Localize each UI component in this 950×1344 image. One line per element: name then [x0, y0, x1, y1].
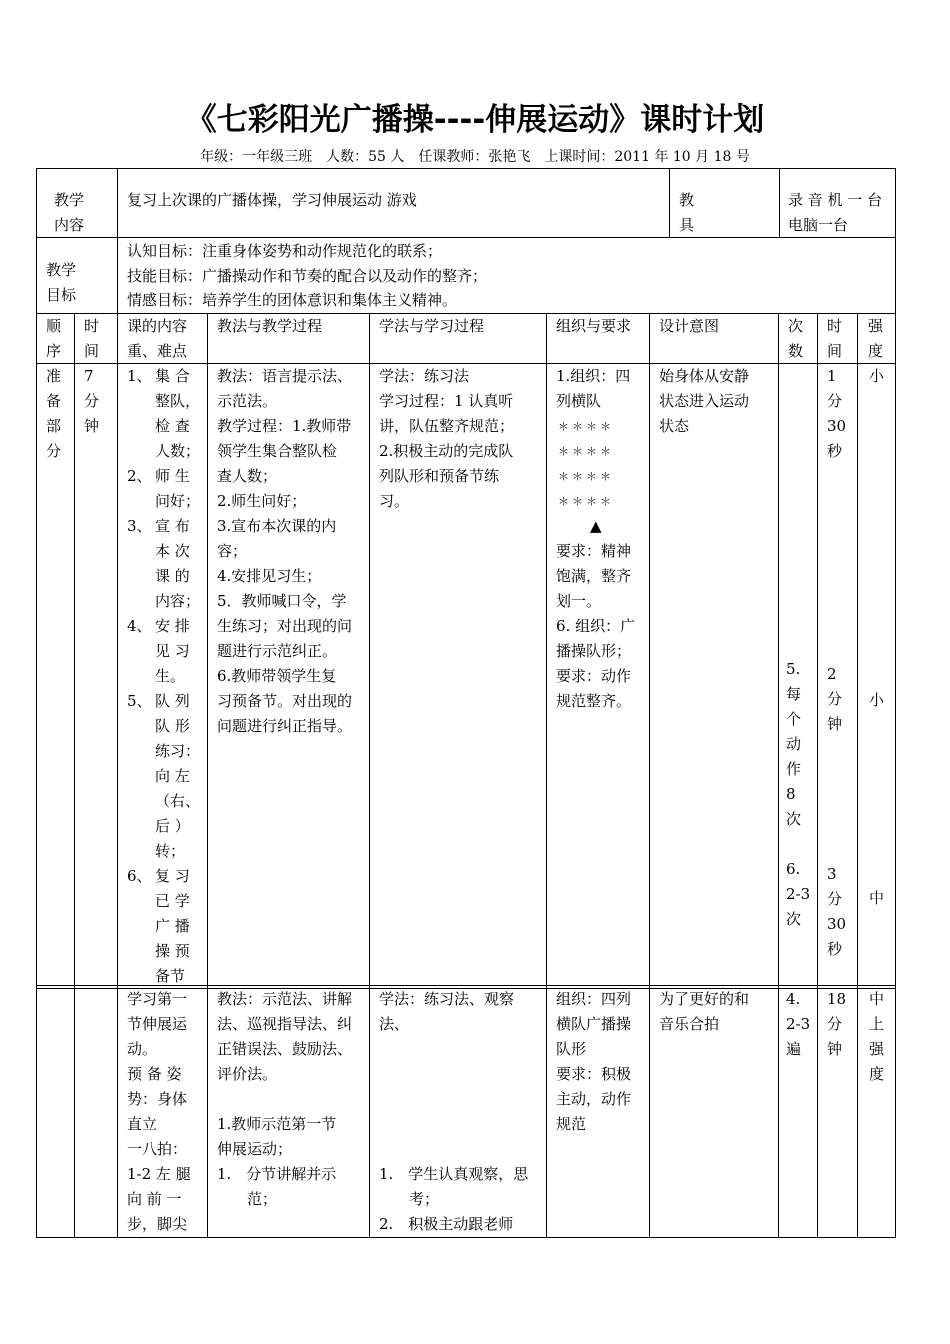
header-dur — [827, 314, 842, 364]
main-count — [786, 987, 810, 1062]
prep-intensity-1: 小 — [869, 367, 885, 385]
text-line: 1. 分节讲解并示 — [217, 1165, 337, 1183]
formation-row: ＊＊＊＊ — [558, 420, 614, 433]
item-number — [127, 814, 155, 839]
text-line: 规范整齐。 — [556, 692, 632, 710]
text-line: 次 — [786, 910, 802, 928]
goals-list — [127, 239, 487, 313]
formation-row: ＊＊＊＊ — [558, 495, 614, 508]
col-divider — [117, 237, 118, 314]
text-line: 动 — [786, 735, 802, 753]
text-line: 习预备节。对出现的 — [217, 692, 353, 710]
content-line — [127, 939, 201, 964]
prep-duration-1 — [827, 364, 846, 464]
text-line: 钟 — [827, 715, 843, 733]
item-text: 转； — [155, 842, 186, 860]
header-teach: 教法与教学过程 — [217, 317, 323, 335]
goal-item: 情感目标：培养学生的团体意识和集体主义精神。 — [127, 291, 458, 309]
label-line: 教学 — [46, 261, 77, 279]
text-line: 8 — [786, 785, 796, 803]
teaching-tools — [788, 188, 882, 238]
text-line: 教法：语言提示法、 — [217, 367, 353, 385]
text-line: 钟 — [827, 1040, 843, 1058]
item-number — [127, 564, 155, 589]
tools-label — [679, 188, 694, 238]
prep-learn — [379, 364, 514, 514]
text-line: 始身体从安静 — [659, 367, 750, 385]
text-line: 2-3 — [786, 1015, 811, 1033]
lesson-content: 复习上次课的广播体操，学习伸展运动 游戏 — [127, 191, 417, 209]
main-content — [127, 987, 191, 1237]
teacher-marker: ▲ — [590, 517, 602, 535]
header-line: 度 — [868, 342, 884, 360]
item-number: 6、 — [127, 867, 152, 885]
text-line: 节伸展运 — [127, 1015, 188, 1033]
item-number — [127, 489, 155, 514]
item-text: 操 预 — [155, 942, 190, 960]
text-line: 秒 — [827, 442, 843, 460]
text-line: 饱满，整齐 — [556, 567, 632, 585]
text-line: 准 — [46, 367, 62, 385]
col-divider — [669, 168, 670, 238]
prep-teach — [217, 364, 352, 739]
content-line — [127, 689, 201, 714]
item-number — [127, 889, 155, 914]
text-line: 状态进入运动 — [659, 392, 750, 410]
item-number — [127, 439, 155, 464]
text-line: 步，脚尖 — [127, 1215, 188, 1233]
text-line: 直立 — [127, 1115, 158, 1133]
item-number — [127, 539, 155, 564]
item-text: 后 ） — [155, 817, 190, 835]
prep-intensity-2: 小 — [869, 691, 885, 709]
text-line: 30 — [827, 915, 847, 933]
item-text: 广 播 — [155, 917, 190, 935]
text-line: 查人数； — [217, 467, 278, 485]
item-text: 问好； — [155, 492, 201, 510]
content-line — [127, 589, 201, 614]
item-text: 队 列 — [155, 692, 190, 710]
tool-item: 电脑一台 — [788, 216, 849, 234]
content-line — [127, 389, 201, 414]
text-line: 题进行示范纠正。 — [217, 642, 338, 660]
item-text: 向 左 — [155, 767, 190, 785]
item-number — [127, 589, 155, 614]
label-line: 具 — [679, 216, 695, 234]
item-number — [127, 639, 155, 664]
header-line: 间 — [827, 342, 843, 360]
text-line: 分 — [84, 392, 100, 410]
text-line: 规范 — [556, 1115, 587, 1133]
item-text: 复 习 — [155, 867, 190, 885]
item-number — [127, 939, 155, 964]
col-divider — [74, 313, 75, 1238]
header-order — [46, 314, 61, 364]
item-text: 课 的 — [155, 567, 190, 585]
content-line — [127, 639, 201, 664]
content-line — [127, 464, 201, 489]
goal-item: 技能目标：广播操动作和节奏的配合以及动作的整齐； — [127, 266, 488, 285]
text-line: 生练习；对出现的问 — [217, 617, 353, 635]
text-line: 分 — [827, 890, 843, 908]
item-number — [127, 414, 155, 439]
text-line: 示范法。 — [217, 392, 278, 410]
text-line: 状态 — [659, 417, 690, 435]
text-line: 2.师生问好； — [217, 492, 307, 510]
text-line: 4. — [786, 990, 801, 1008]
text-line: 主动，动作 — [556, 1090, 632, 1108]
item-text: 集 合 — [155, 367, 190, 385]
text-line: 度 — [869, 1065, 885, 1083]
prep-content — [127, 364, 201, 989]
text-line: 1.教师示范第一节 — [217, 1115, 337, 1133]
item-number — [127, 964, 155, 989]
header-line: 时 — [827, 317, 843, 335]
item-text: 见 习 — [155, 642, 190, 660]
content-line — [127, 539, 201, 564]
text-line: 6.教师带领学生复 — [217, 667, 337, 685]
item-number — [127, 714, 155, 739]
text-line: 横队广播操 — [556, 1015, 632, 1033]
col-divider — [369, 313, 370, 1238]
item-text: 人数； — [155, 442, 201, 460]
text-line: 为了更好的和 — [659, 990, 750, 1008]
prep-intensity-3: 中 — [869, 889, 885, 907]
text-line: 势：身体 — [127, 1090, 188, 1108]
col-divider — [817, 313, 818, 1238]
goals-label — [46, 258, 76, 308]
formation-row: ＊＊＊＊ — [558, 445, 614, 458]
header-line: 强 — [868, 317, 884, 335]
item-number: 2、 — [127, 467, 152, 485]
text-line: 3.宣布本次课的内 — [217, 517, 337, 535]
col-divider — [649, 313, 650, 1238]
text-line — [379, 1112, 528, 1137]
main-design — [659, 987, 749, 1037]
text-line: 教学过程：1.教师带 — [217, 417, 352, 435]
col-divider — [117, 168, 118, 238]
content-line — [127, 564, 201, 589]
content-line — [127, 864, 201, 889]
text-line: 容； — [217, 542, 248, 560]
text-line: 上 — [869, 1015, 885, 1033]
item-text: 已 学 — [155, 892, 190, 910]
header-intensity — [868, 314, 883, 364]
header-line: 序 — [46, 342, 62, 360]
item-number — [127, 739, 155, 764]
content-line — [127, 814, 201, 839]
text-line: 1 — [827, 367, 837, 385]
text-line: 预 备 姿 — [127, 1065, 182, 1083]
text-line: 3 — [827, 865, 837, 883]
header-line: 课的内容 — [127, 317, 188, 335]
text-line: 5．教师喊口令，学 — [217, 592, 347, 610]
content-line — [127, 964, 201, 989]
col-divider — [546, 313, 547, 1238]
text-line: 2 — [827, 665, 837, 683]
text-line: 2-3 — [786, 885, 811, 903]
text-line: 列队形和预备节练 — [379, 467, 500, 485]
text-line: 30 — [827, 417, 847, 435]
text-line: 1. 学生认真观察，思 — [379, 1165, 529, 1183]
label-line: 目标 — [46, 286, 77, 304]
item-number — [127, 914, 155, 939]
text-line: 学习过程：1 认真听 — [379, 392, 514, 410]
prep-design — [659, 364, 749, 439]
text-line: 学习第一 — [127, 990, 188, 1008]
header-content — [127, 314, 187, 364]
goal-item: 认知目标：注重身体姿势和动作规范化的联系； — [127, 242, 443, 260]
content-line — [127, 839, 201, 864]
col-divider — [207, 313, 208, 1238]
text-line: 学法：练习法 — [379, 367, 470, 385]
main-intensity — [869, 987, 884, 1087]
text-line: 钟 — [84, 417, 100, 435]
content-line — [127, 414, 201, 439]
item-text: 整队， — [155, 392, 201, 410]
item-text: 生。 — [155, 667, 186, 685]
text-line: 列横队 — [556, 392, 602, 410]
prep-duration-3 — [827, 862, 846, 962]
text-line: 学法：练习法、观察 — [379, 990, 515, 1008]
text-line: 考； — [379, 1190, 440, 1208]
text-line: 要求：精神 — [556, 542, 632, 560]
text-line: 分 — [827, 1015, 843, 1033]
text-line: 中 — [869, 990, 885, 1008]
text-line: 评价法。 — [217, 1065, 278, 1083]
content-line — [127, 514, 201, 539]
content-line — [127, 764, 201, 789]
header-time — [84, 314, 99, 364]
text-line: 部 — [46, 417, 62, 435]
text-line — [379, 1087, 528, 1112]
content-line — [127, 364, 201, 389]
text-line: 分 — [827, 690, 843, 708]
prep-count — [786, 657, 810, 932]
item-text: （右、 — [155, 792, 201, 810]
text-line: 分 — [827, 392, 843, 410]
class-info: 年级：一年级三班 人数：55 人 任课教师：张艳飞 上课时间：2011 年 10 月 18 号 — [200, 149, 750, 165]
item-number: 1、 — [127, 367, 152, 385]
label-line: 教学 — [54, 191, 85, 209]
content-line — [127, 914, 201, 939]
text-line — [217, 1087, 352, 1112]
col-divider — [778, 313, 779, 1238]
text-line: 1-2 左 腿 — [127, 1165, 191, 1183]
text-line: 作 — [786, 760, 802, 778]
text-line: 1.组织：四 — [556, 367, 631, 385]
text-line: 2. 积极主动跟老师 — [379, 1215, 514, 1233]
header-count — [788, 314, 803, 364]
text-line: 备 — [46, 392, 62, 410]
header-design: 设计意图 — [659, 317, 720, 335]
text-line: 问题进行纠正指导。 — [217, 717, 353, 735]
header-line: 次 — [788, 317, 804, 335]
text-line: 范； — [217, 1190, 278, 1208]
col-divider — [117, 313, 118, 1238]
col-divider — [857, 313, 858, 1238]
item-text: 队 形 — [155, 717, 190, 735]
text-line: 18 — [827, 990, 847, 1008]
main-learn — [379, 987, 528, 1237]
text-line: 正错误法、鼓励法、 — [217, 1040, 353, 1058]
text-line: 6. 组织：广 — [556, 617, 636, 635]
item-number — [127, 839, 155, 864]
prep-duration-2 — [827, 662, 842, 737]
text-line: 7 — [84, 367, 94, 385]
item-text: 安 排 — [155, 617, 190, 635]
text-line: 一八拍： — [127, 1140, 188, 1158]
item-text: 练习： — [155, 742, 201, 760]
item-number — [127, 664, 155, 689]
text-line: 教法：示范法、讲解 — [217, 990, 353, 1008]
text-line: 向 前 一 — [127, 1190, 182, 1208]
page-title: 《七彩阳光广播操----伸展运动》课时计划 — [185, 102, 765, 138]
item-number: 5、 — [127, 692, 152, 710]
main-org — [556, 987, 631, 1137]
text-line — [379, 1062, 528, 1087]
content-line — [127, 739, 201, 764]
text-line: 划一。 — [556, 592, 602, 610]
header-org: 组织与要求 — [556, 317, 632, 335]
item-text: 检 查 — [155, 417, 190, 435]
header-line: 数 — [788, 342, 804, 360]
text-line: 习。 — [379, 492, 410, 510]
prep-time — [84, 364, 99, 439]
text-line: 组织：四列 — [556, 990, 632, 1008]
text-line: 4.安排见习生； — [217, 567, 322, 585]
text-line: 遍 — [786, 1040, 802, 1058]
formation-row: ＊＊＊＊ — [558, 470, 614, 483]
text-line: 分 — [46, 442, 62, 460]
item-text: 内容； — [155, 592, 201, 610]
header-line: 顺 — [46, 317, 62, 335]
text-line: 秒 — [827, 940, 843, 958]
content-line — [127, 489, 201, 514]
text-line: 要求：积极 — [556, 1065, 632, 1083]
item-number: 4、 — [127, 617, 152, 635]
text-line: 音乐合拍 — [659, 1015, 720, 1033]
tool-item: 录 音 机 一 台 — [788, 191, 883, 209]
content-line — [127, 789, 201, 814]
col-divider — [779, 168, 780, 238]
label-line: 教 — [679, 191, 695, 209]
header-line: 间 — [84, 342, 100, 360]
text-line: 每 — [786, 685, 802, 703]
text-line: 动。 — [127, 1040, 158, 1058]
header-line: 时 — [84, 317, 100, 335]
text-line: 播操队形； — [556, 642, 632, 660]
content-label — [54, 188, 84, 238]
item-text: 师 生 — [155, 467, 190, 485]
header-learn: 学法与学习过程 — [379, 317, 485, 335]
text-line: 要求：动作 — [556, 667, 632, 685]
text-line: 讲，队伍整齐规范； — [379, 417, 515, 435]
item-text: 本 次 — [155, 542, 190, 560]
content-line — [127, 614, 201, 639]
prep-org — [556, 364, 635, 714]
text-line: 伸展运动； — [217, 1140, 293, 1158]
text-line — [379, 1137, 528, 1162]
content-line — [127, 439, 201, 464]
text-line: 法、 — [379, 1015, 410, 1033]
text-line: 个 — [786, 710, 802, 728]
content-line — [127, 889, 201, 914]
main-teach — [217, 987, 352, 1212]
item-number — [127, 764, 155, 789]
text-line: 6. — [786, 860, 801, 878]
main-duration — [827, 987, 846, 1062]
text-line: 次 — [786, 810, 802, 828]
header-line: 重、难点 — [127, 342, 188, 360]
item-number — [127, 389, 155, 414]
text-line: 队形 — [556, 1040, 587, 1058]
item-number: 3、 — [127, 517, 152, 535]
item-number — [127, 789, 155, 814]
text-line: 强 — [869, 1040, 885, 1058]
row-divider — [36, 237, 896, 238]
label-line: 内容 — [54, 216, 85, 234]
text-line — [379, 1037, 528, 1062]
prep-order — [46, 364, 61, 464]
text-line — [786, 832, 810, 857]
item-text: 备节 — [155, 967, 186, 985]
text-line: 2.积极主动的完成队 — [379, 442, 514, 460]
item-text: 宣 布 — [155, 517, 190, 535]
text-line: 5. — [786, 660, 801, 678]
text-line: 法、巡视指导法、纠 — [217, 1015, 353, 1033]
content-line — [127, 714, 201, 739]
text-line: 领学生集合整队检 — [217, 442, 338, 460]
content-line — [127, 664, 201, 689]
